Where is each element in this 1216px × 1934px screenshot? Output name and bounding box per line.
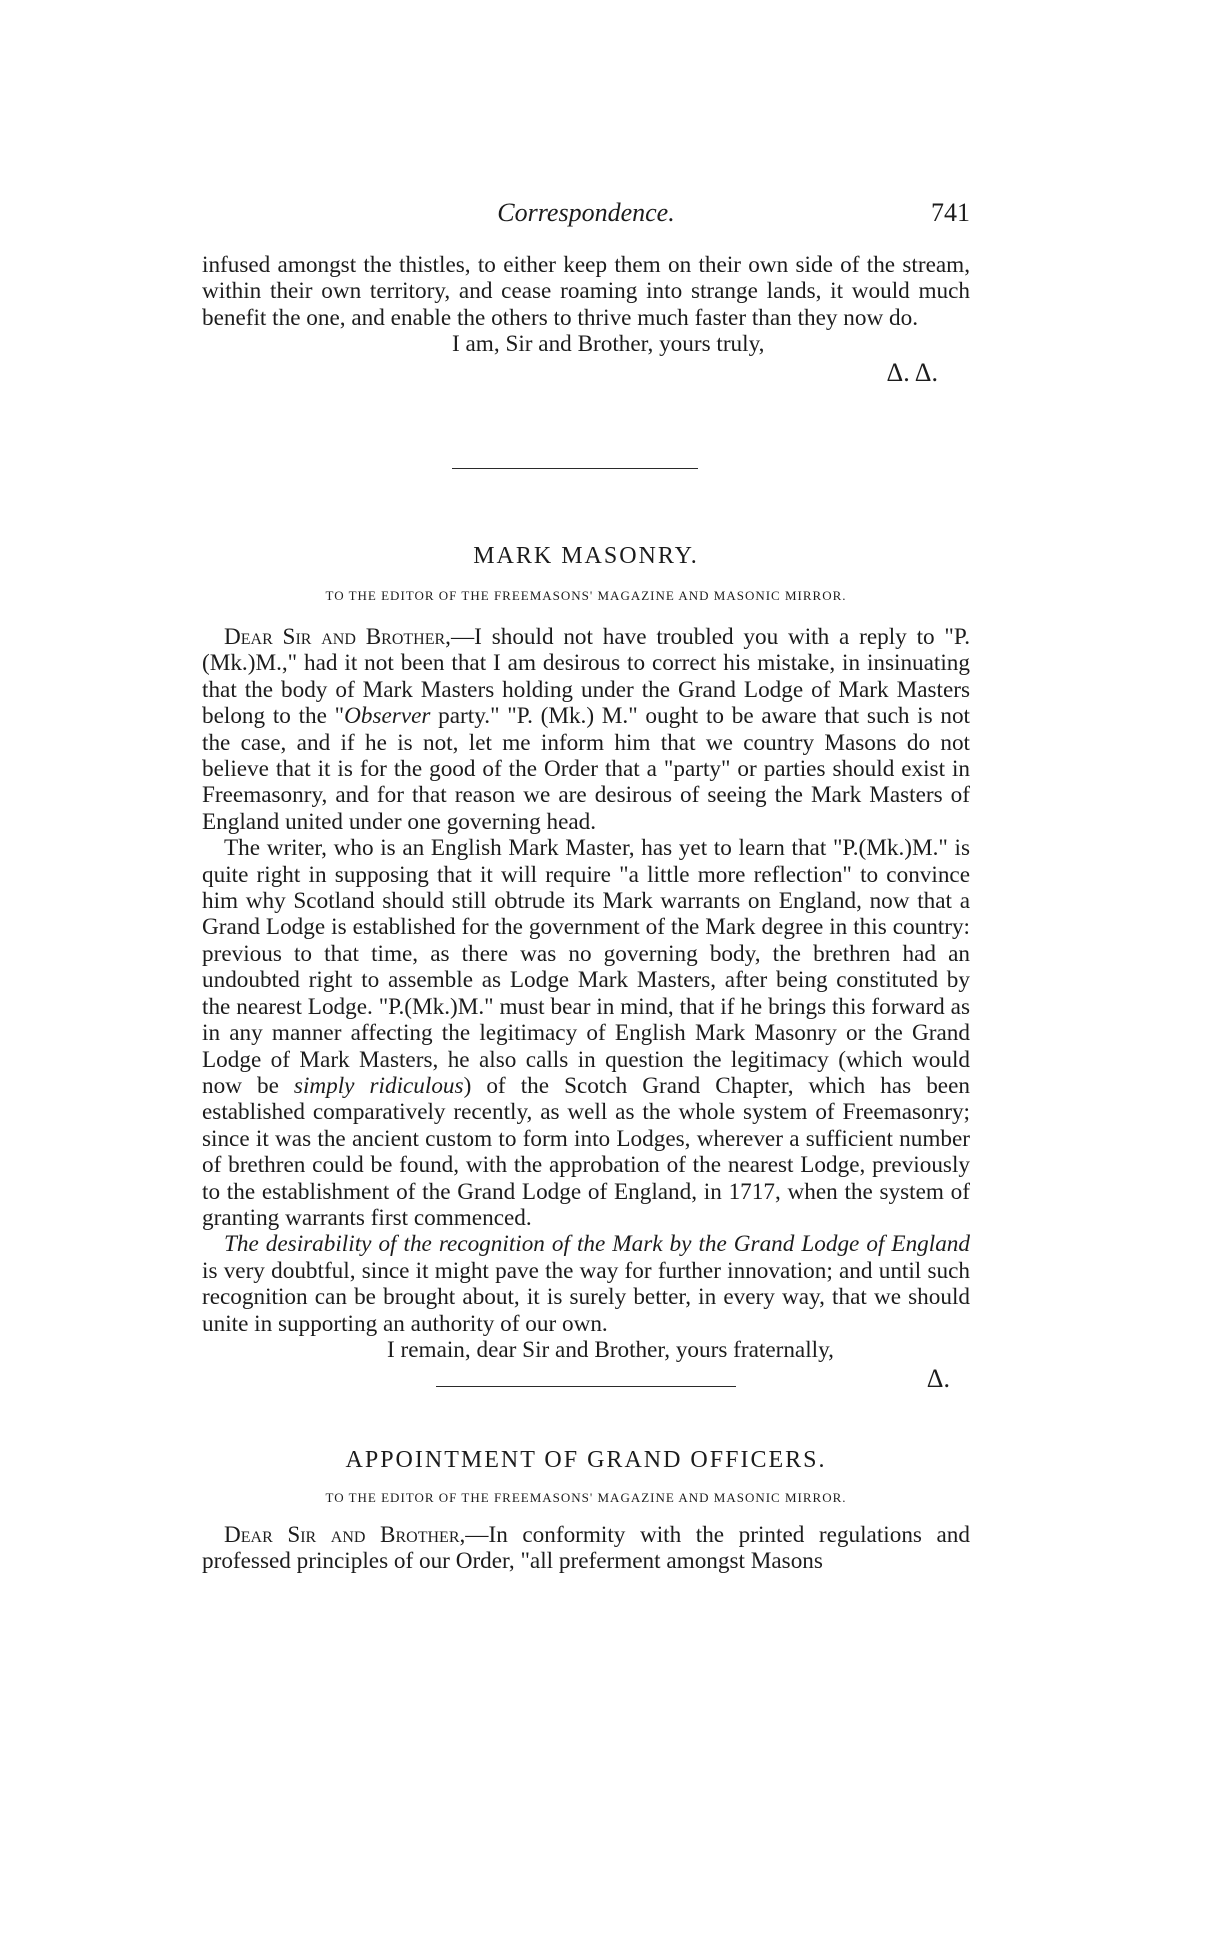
page-number: 741: [931, 198, 970, 227]
letter-continuation-text: infused amongst the thistles, to either keep them on their own side of the stream, within their own territory, and cease roaming into strange lands, it would much benefit the one, and enable the others to thrive much faster than they now do.: [202, 252, 970, 331]
mark-masonry-section: [202, 543, 970, 1394]
letter-signature: Δ. Δ.: [886, 358, 938, 388]
section-subheading: TO THE EDITOR OF THE FREEMASONS' MAGAZINE AND MASONIC MIRROR.: [325, 588, 847, 603]
section-heading: MARK MASONRY.: [473, 543, 699, 569]
salutation: Dear Sir and Brother,: [224, 1522, 466, 1548]
grand-officers-section: [202, 1447, 970, 1575]
section-subheading: TO THE EDITOR OF THE FREEMASONS' MAGAZINE AND MASONIC MIRROR.: [325, 1490, 847, 1505]
section-closing: I remain, dear Sir and Brother, yours fraternally,: [387, 1336, 834, 1363]
page-header: [202, 198, 970, 238]
salutation: Dear Sir and Brother,: [224, 624, 451, 650]
section-divider: [452, 468, 698, 470]
paragraph-2: The writer, who is an English Mark Master, has yet to learn that "P.(Mk.)M." is quite right in supposing that it will require "a little more reflection" to convince him why Scotland should still obtrude its Mark warrants on England, now that a Grand Lodge is established for the government of the Mark degree in this country: previous to that time, as there was no governing body, the brethren had an undoubted right to assemble as Lodge Mark Masters, after being constituted by the nearest Lodge. "P.(Mk.)M." must bear in mind, that if he brings this forward as in any manner affecting the legitimacy of English Mark Masonry or the Grand Lodge of Mark Masters, he also calls in question the legitimacy (which would now be simply ridiculous) of the Scotch Grand Chapter, which has been established comparatively recently, as well as the whole system of Freemasonry; since it was the ancient custom to form into Lodges, wherever a sufficient number of brethren could be found, with the approbation of the nearest Lodge, previously to the establishment of the Grand Lodge of England, in 1717, when the system of granting warrants first commenced.: [202, 835, 970, 1231]
section-divider: [436, 1386, 736, 1388]
letter-continuation: [202, 252, 970, 388]
paragraph-1: Dear Sir and Brother,—I should not have troubled you with a reply to "P.(Mk.)M.," had it not been that I am desirous to correct his mistake, in insinuating that the body of Mark Masters holding under the Grand Lodge of Mark Masters belong to the "Observer party." "P. (Mk.) M." ought to be aware that such is not the case, and if he is not, let me inform him that we country Masons do not believe that it is for the good of the Order that a "party" or parties should exist in Freemasonry, and for that reason we are desirous of seeing the Mark Masters of England united under one governing head.: [202, 624, 970, 835]
section-signature: Δ.: [926, 1363, 950, 1393]
section-heading: APPOINTMENT OF GRAND OFFICERS.: [345, 1447, 827, 1473]
paragraph-3: The desirability of the recognition of the Mark by the Grand Lodge of England is very doubtful, since it might pave the way for further innovation; and until such recognition can be brought about, it is surely better, in every way, that we should unite in supporting an authority of our own.: [202, 1231, 970, 1337]
letter-closing: I am, Sir and Brother, yours truly,: [452, 331, 765, 358]
paragraph-1: Dear Sir and Brother,—In conformity with the printed regulations and professed principles of our Order, "all preferment amongst Masons: [202, 1522, 970, 1575]
running-title: Correspondence.: [497, 198, 675, 227]
